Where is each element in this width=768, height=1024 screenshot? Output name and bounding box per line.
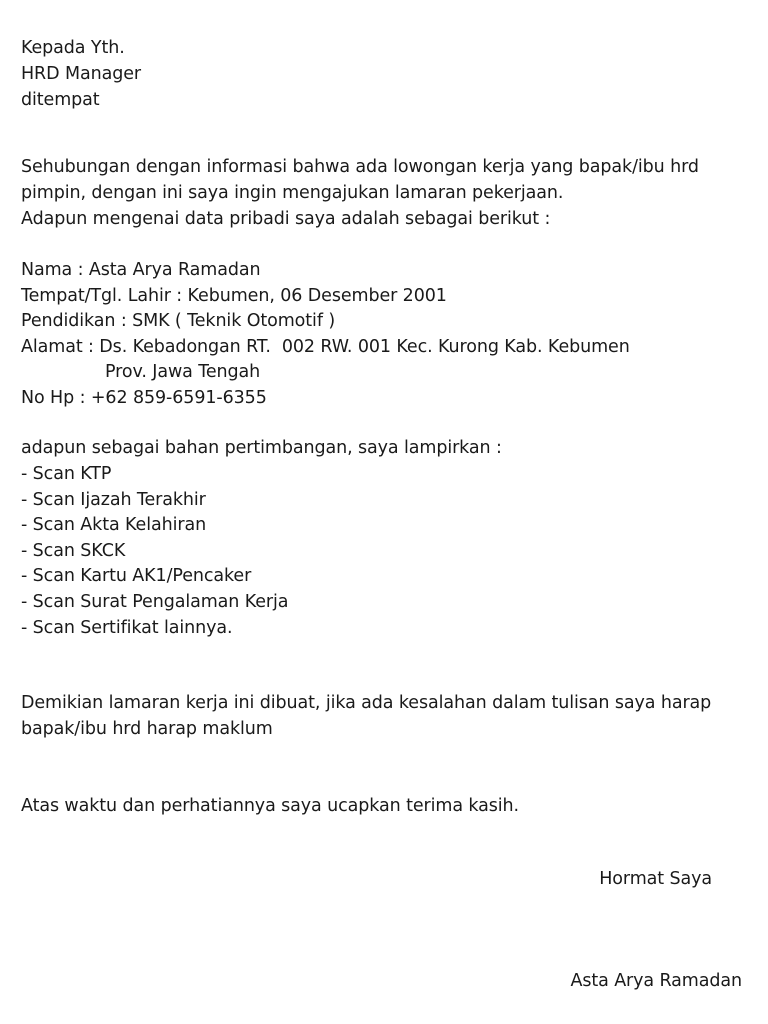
attachment-item: - Scan Ijazah Terakhir bbox=[21, 490, 206, 510]
signature-name: Asta Arya Ramadan bbox=[570, 971, 742, 991]
attachment-item: - Scan Kartu AK1/Pencaker bbox=[21, 566, 252, 586]
intro-line-2: pimpin, dengan ini saya ingin mengajukan lamaran pekerjaan. bbox=[21, 183, 564, 203]
personal-education: Pendidikan : SMK ( Teknik Otomotif ) bbox=[21, 311, 336, 331]
recipient-line-3: ditempat bbox=[21, 90, 100, 110]
intro-line-1: Sehubungan dengan informasi bahwa ada lowongan kerja yang bapak/ibu hrd bbox=[21, 157, 699, 177]
attachment-item: - Scan KTP bbox=[21, 464, 112, 484]
intro-line-3: Adapun mengenai data pribadi saya adalah sebagai berikut : bbox=[21, 209, 551, 229]
attachment-item: - Scan Sertifikat lainnya. bbox=[21, 618, 233, 638]
personal-address-line-1: Alamat : Ds. Kebadongan RT. 002 RW. 001 Kec. Kurong Kab. Kebumen bbox=[21, 337, 630, 357]
attachment-item: - Scan Surat Pengalaman Kerja bbox=[21, 592, 289, 612]
recipient-line-1: Kepada Yth. bbox=[21, 38, 125, 58]
signature-salutation: Hormat Saya bbox=[599, 869, 712, 889]
closing-thanks: Atas waktu dan perhatiannya saya ucapkan terima kasih. bbox=[21, 796, 519, 816]
personal-phone: No Hp : +62 859-6591-6355 bbox=[21, 388, 267, 408]
attachments-heading: adapun sebagai bahan pertimbangan, saya lampirkan : bbox=[21, 438, 502, 458]
personal-birth: Tempat/Tgl. Lahir : Kebumen, 06 Desember 2001 bbox=[21, 286, 447, 306]
personal-address-line-2: Prov. Jawa Tengah bbox=[105, 362, 261, 382]
personal-name: Nama : Asta Arya Ramadan bbox=[21, 260, 261, 280]
attachment-item: - Scan SKCK bbox=[21, 541, 126, 561]
closing-line-2: bapak/ibu hrd harap maklum bbox=[21, 719, 273, 739]
recipient-line-2: HRD Manager bbox=[21, 64, 141, 84]
closing-line-1: Demikian lamaran kerja ini dibuat, jika ada kesalahan dalam tulisan saya harap bbox=[21, 693, 712, 713]
attachment-item: - Scan Akta Kelahiran bbox=[21, 515, 207, 535]
